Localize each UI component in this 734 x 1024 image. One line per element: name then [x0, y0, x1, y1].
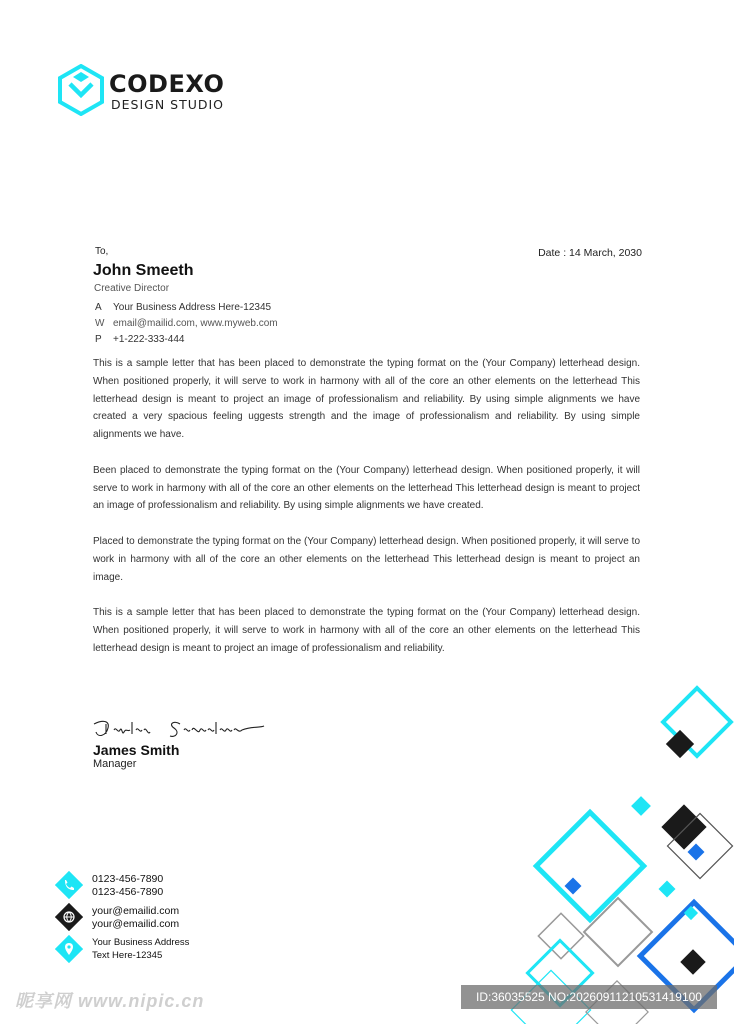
location-pin-icon [55, 935, 83, 963]
recipient-title: Creative Director [94, 283, 170, 294]
body-paragraph: This is a sample letter that has been placed to demonstrate the typing format on the (Your Company) letterhead design. When positioned properly, it will serve to work in harmony with all of the core an other elements on the letterhead This letterhead design is meant to project an image of professionalism and reliability. [93, 607, 640, 654]
signer-role: Manager [93, 758, 137, 770]
body-paragraph: Been placed to demonstrate the typing format on the (Your Company) letterhead design. When positioned properly, it will serve to work in harmony with all of the core an other elements on the letterhead This letterhead design is meant to project an image of professionalism and reliability. By using simple alignments we have created. [93, 464, 640, 512]
body-paragraph: This is a sample letter that has been placed to demonstrate the typing format on the (Your Company) letterhead design. When positioned properly, it will serve to work in harmony with all of the core an other elements on the letterhead This letterhead design is meant to project an image of professionalism and reliability. By using simple alignments we have created a very spacious feeling uggests strength and the image of professionalism and reliability. By using simple alignments we have. [93, 358, 640, 441]
watermark-id: ID:36035525 NO:20260911210531419100 [461, 985, 717, 1009]
recipient-web-row [95, 318, 278, 329]
signer-name: James Smith [93, 742, 180, 758]
hexagon-logo-icon [57, 64, 105, 116]
company-logo [57, 64, 227, 116]
recipient-address: Your Business Address Here-12345 [113, 302, 272, 313]
footer-address [55, 935, 255, 965]
footer-phone [55, 871, 255, 901]
recipient-phone-row [95, 334, 184, 345]
recipient-name: John Smeeth [93, 262, 194, 279]
phone-icon [55, 871, 83, 899]
body-paragraph: Placed to demonstrate the typing format on the (Your Company) letterhead design. When positioned properly, it will serve to work in harmony with all of the core an other elements on the letterhead This letterhead design is meant to project an image. [93, 535, 640, 583]
web-key: W [95, 318, 105, 329]
letter-body [93, 355, 640, 675]
footer-email-line2: your@emailid.com [92, 918, 180, 930]
letter-date: Date : 14 March, 2030 [538, 247, 642, 259]
brand-name: CODEXO [109, 70, 225, 98]
recipient-web: email@mailid.com, www.myweb.com [113, 318, 278, 329]
footer-phone-line2: 0123-456-7890 [92, 886, 164, 898]
watermark-left: 昵享网 www.nipic.cn [15, 991, 205, 1011]
recipient-address-row [95, 302, 271, 313]
signature-script-icon [92, 716, 267, 742]
footer-email [55, 903, 255, 933]
to-label: To, [95, 246, 109, 257]
phone-key: P [95, 334, 102, 345]
brand-subtitle: DESIGN STUDIO [111, 97, 225, 112]
globe-icon [55, 903, 83, 931]
footer-phone-line1: 0123-456-7890 [92, 873, 164, 885]
footer-address-line2: Text Here-12345 [92, 950, 163, 961]
address-key: A [95, 302, 102, 313]
recipient-phone: +1-222-333-444 [113, 334, 185, 345]
footer-address-line1: Your Business Address [92, 937, 190, 948]
footer-email-line1: your@emailid.com [92, 905, 180, 917]
